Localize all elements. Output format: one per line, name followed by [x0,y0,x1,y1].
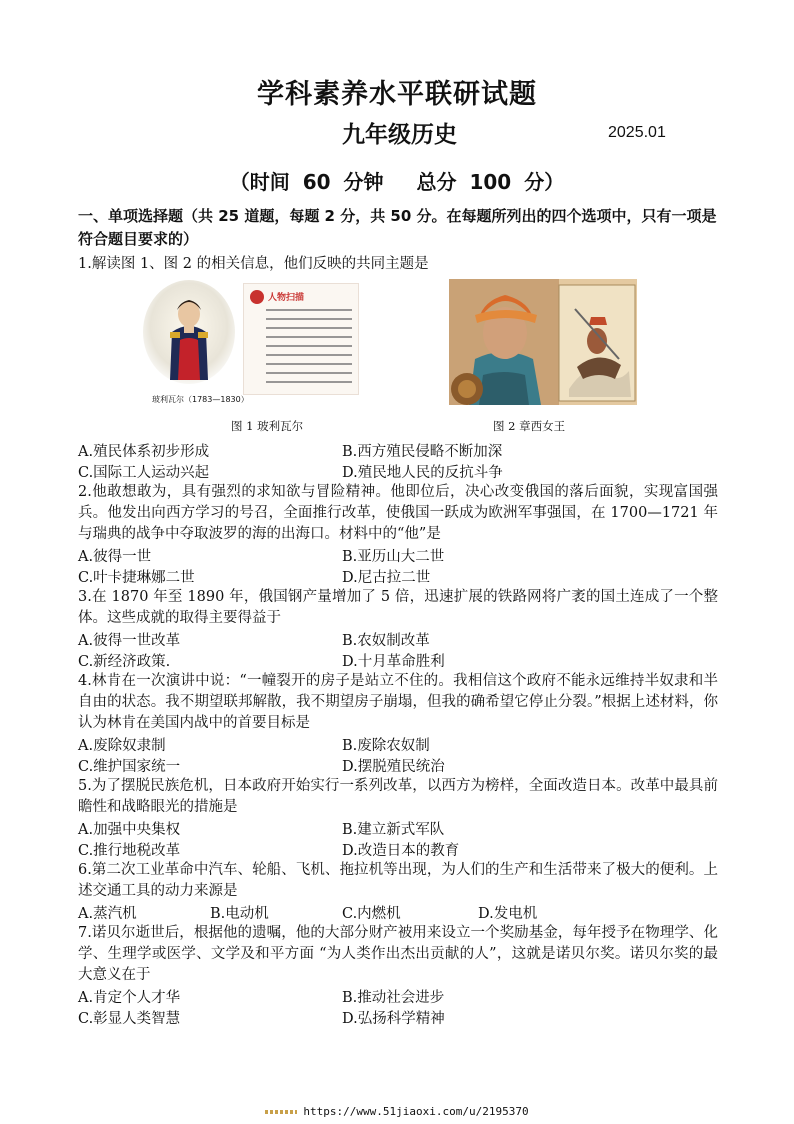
question-6-option-b[interactable]: B.电动机 [210,906,269,922]
figure-2-caption: 图 2 章西女王 [493,419,566,433]
question-3-stem: 3.在 1870 年至 1890 年，俄国钢产量增加了 5 倍，迅速扩展的铁路网将广袤的国土连成了一个整体。这些成就的取得主要得益于 [78,589,718,626]
question-1-option-a[interactable]: A.殖民体系初步形成 [78,444,210,460]
question-1-option-c[interactable]: C.国际工人运动兴起 [78,465,210,481]
question-7-option-a[interactable]: A.肯定个人才华 [78,990,181,1006]
question-5-option-b[interactable]: B.建立新式军队 [342,822,445,838]
question-7-stem: 7.诺贝尔逝世后，根据他的遗嘱，他的大部分财产被用来设立一个奖励基金，每年授予在物理学、化学、生理学或医学、文学及和平方面 “为人类作出杰出贡献的人”，这就是诺贝尔奖。诺贝尔奖的最大意义在于 [78,925,718,983]
bolivar-portrait-label: 玻利瓦尔（1783—1830） [152,395,249,404]
question-4-option-c[interactable]: C.维护国家统一 [78,759,181,775]
question-4-option-d[interactable]: D.摆脱殖民统治 [342,759,445,775]
question-3-option-c[interactable]: C.新经济政策. [78,654,171,670]
exam-subject: 九年级历史 [342,122,457,148]
question-3-option-b[interactable]: B.农奴制改革 [342,633,430,649]
info-card-title: 人物扫描 [268,293,305,303]
question-2-option-a[interactable]: A.彼得一世 [78,549,152,565]
question-5-option-c[interactable]: C.推行地税改革 [78,843,181,859]
question-5-stem: 5.为了摆脱民族危机，日本政府开始实行一系列改革，以西方为榜样，全面改造日本。改革中最具前瞻性和战略眼光的措施是 [78,778,718,815]
bolivar-portrait [140,280,238,390]
time-and-score: （时间 60 分钟 总分 100 分） [229,170,565,194]
figure-1-caption: 图 1 玻利瓦尔 [231,419,304,433]
question-2-option-d[interactable]: D.尼古拉二世 [342,570,431,586]
question-6-option-a[interactable]: A.蒸汽机 [78,906,137,922]
question-7-option-c[interactable]: C.彰显人类智慧 [78,1011,181,1027]
question-5-option-d[interactable]: D.改造日本的教育 [342,843,460,859]
question-3-option-d[interactable]: D.十月革命胜利 [342,654,445,670]
question-7-option-d[interactable]: D.弘扬科学精神 [342,1011,445,1027]
question-2-option-c[interactable]: C.叶卡捷琳娜二世 [78,570,195,586]
question-3-option-a[interactable]: A.彼得一世改革 [78,633,181,649]
info-card-text-lines [266,304,354,388]
question-6-stem: 6.第二次工业革命中汽车、轮船、飞机、拖拉机等出现，为人们的生产和生活带来了极大的便利。上述交通工具的动力来源是 [78,862,718,899]
rani-of-jhansi-images [449,279,637,405]
person-icon [250,290,264,304]
question-6-option-c[interactable]: C.内燃机 [342,906,401,922]
exam-date: 2025.01 [608,124,666,141]
question-1-option-b[interactable]: B.西方殖民侵略不断加深 [342,444,503,460]
footer-logo-icon [265,1110,297,1114]
question-2-option-b[interactable]: B.亚历山大二世 [342,549,445,565]
footer-url[interactable] [0,1105,794,1118]
question-4-option-b[interactable]: B.废除农奴制 [342,738,430,754]
question-6-option-d[interactable]: D.发电机 [478,906,538,922]
section-heading: 一、单项选择题（共 25 道题，每题 2 分，共 50 分。在每题所列出的四个选项中，只有一项是符合题目要求的） [78,207,717,248]
bolivar-info-card [243,283,359,395]
question-2-stem: 2.他敢想敢为，具有强烈的求知欲与冒险精神。他即位后，决心改变俄国的落后面貌，实现富国强兵。他发出向西方学习的号召，全面推行改革，使俄国一跃成为欧洲军事强国，在 1700—1721 年与瑞典的战争中夺取波罗的海的出海口。材料中的“他”是 [78,484,718,542]
question-1-option-d[interactable]: D.殖民地人民的反抗斗争 [342,465,503,481]
footer-url-text[interactable]: https://www.51jiaoxi.com/u/2195370 [303,1105,529,1118]
question-7-option-b[interactable]: B.推动社会进步 [342,990,445,1006]
question-4-option-a[interactable]: A.废除奴隶制 [78,738,166,754]
question-1-stem: 1.解读图 1、图 2 的相关信息，他们反映的共同主题是 [78,256,429,272]
question-5-option-a[interactable]: A.加强中央集权 [78,822,181,838]
exam-title: 学科素养水平联研试题 [257,79,537,110]
question-4-stem: 4.林肯在一次演讲中说：“一幢裂开的房子是站立不住的。我相信这个政府不能永远维持半奴隶和半自由的状态。我不期望联邦解散，我不期望房子崩塌，但我的确希望它停止分裂。”根据上述材料，你认为林肯在美国内战中的首要目标是 [78,673,718,731]
